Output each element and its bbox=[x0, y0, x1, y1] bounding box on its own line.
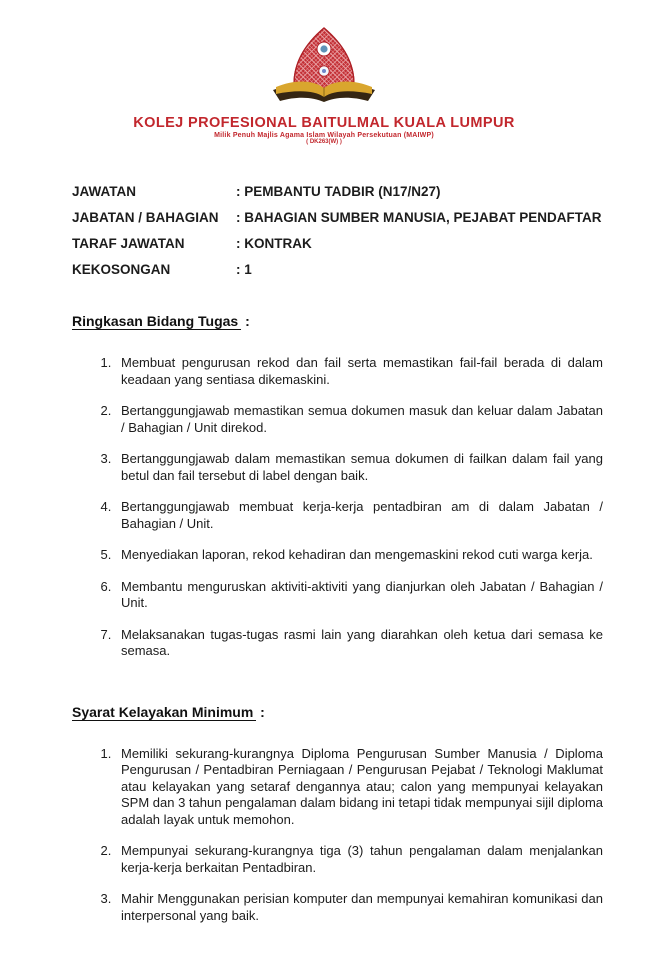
section-heading-text: Syarat Kelayakan Minimum bbox=[72, 704, 256, 721]
detail-value: : BAHAGIAN SUMBER MANUSIA, PEJABAT PENDAFTAR bbox=[236, 210, 602, 225]
document-sections bbox=[0, 313, 648, 924]
college-registration: ( DK263(W) ) bbox=[306, 139, 342, 145]
job-details bbox=[72, 179, 600, 283]
college-logo-dome-book-icon bbox=[265, 26, 383, 108]
detail-label: KEKOSONGAN bbox=[72, 262, 171, 277]
detail-row bbox=[72, 205, 600, 231]
detail-label: JABATAN / BAHAGIAN bbox=[72, 210, 219, 225]
list-item: 1. Membuat pengurusan rekod dan fail serta memastikan fail-fail berada di dalam keadaan yang sentiasa dikemaskini. bbox=[115, 355, 603, 388]
detail-row bbox=[72, 257, 600, 283]
section-heading-text: Ringkasan Bidang Tugas bbox=[72, 313, 241, 330]
list-item: 6. Membantu menguruskan aktiviti-aktiviti yang dianjurkan oleh Jabatan / Bahagian / Unit. bbox=[115, 579, 603, 612]
college-tagline: Milik Penuh Majlis Agama Islam Wilayah Persekutuan (MAIWP) bbox=[214, 132, 434, 139]
detail-value: : KONTRAK bbox=[236, 236, 312, 251]
list-item: 2. Mempunyai sekurang-kurangnya tiga (3) tahun pengalaman dalam menjalankan kerja-kerja berkaitan Pentadbiran. bbox=[115, 843, 603, 876]
list-item: 4. Bertanggungjawab membuat kerja-kerja pentadbiran am di dalam Jabatan / Bahagian / Unit. bbox=[115, 499, 603, 532]
numbered-list bbox=[72, 746, 603, 925]
section-heading: Syarat Kelayakan Minimum : bbox=[72, 703, 265, 720]
detail-value: : 1 bbox=[236, 262, 252, 277]
detail-value: : PEMBANTU TADBIR (N17/N27) bbox=[236, 184, 441, 199]
detail-label: TARAF JAWATAN bbox=[72, 236, 185, 251]
document-section bbox=[72, 704, 603, 925]
detail-row bbox=[72, 179, 600, 205]
list-item: 7. Melaksanakan tugas-tugas rasmi lain yang diarahkan oleh ketua dari semasa ke semasa. bbox=[115, 627, 603, 660]
college-name: KOLEJ PROFESIONAL BAITULMAL KUALA LUMPUR bbox=[133, 115, 515, 131]
detail-label: JAWATAN bbox=[72, 184, 136, 199]
letterhead bbox=[0, 0, 648, 145]
detail-row bbox=[72, 231, 600, 257]
document-section bbox=[72, 313, 603, 660]
section-heading: Ringkasan Bidang Tugas : bbox=[72, 313, 250, 329]
list-item: 3. Bertanggungjawab dalam memastikan semua dokumen di failkan dalam fail yang betul dan fail tersebut di label dengan baik. bbox=[115, 451, 603, 484]
numbered-list bbox=[72, 355, 603, 660]
list-item: 2. Bertanggungjawab memastikan semua dokumen masuk dan keluar dalam Jabatan / Bahagian / Unit direkod. bbox=[115, 403, 603, 436]
list-item: 3. Mahir Menggunakan perisian komputer dan mempunyai kemahiran komunikasi dan interpersonal yang baik. bbox=[115, 891, 603, 924]
list-item: 5. Menyediakan laporan, rekod kehadiran dan mengemaskini rekod cuti warga kerja. bbox=[115, 547, 603, 564]
list-item: 1. Memiliki sekurang-kurangnya Diploma Pengurusan Sumber Manusia / Diploma Pengurusan / Pentadbiran Perniagaan / Pengurusan Pejabat / Teknologi Maklumat atau kelayakan yang setaraf dengannya atau; calon yang mempunyai kelayakan SPM dan 3 tahun pengalaman dalam bidang ini tetapi tidak mempunyai sijil diploma adalah layak untuk memohon. bbox=[115, 746, 603, 829]
